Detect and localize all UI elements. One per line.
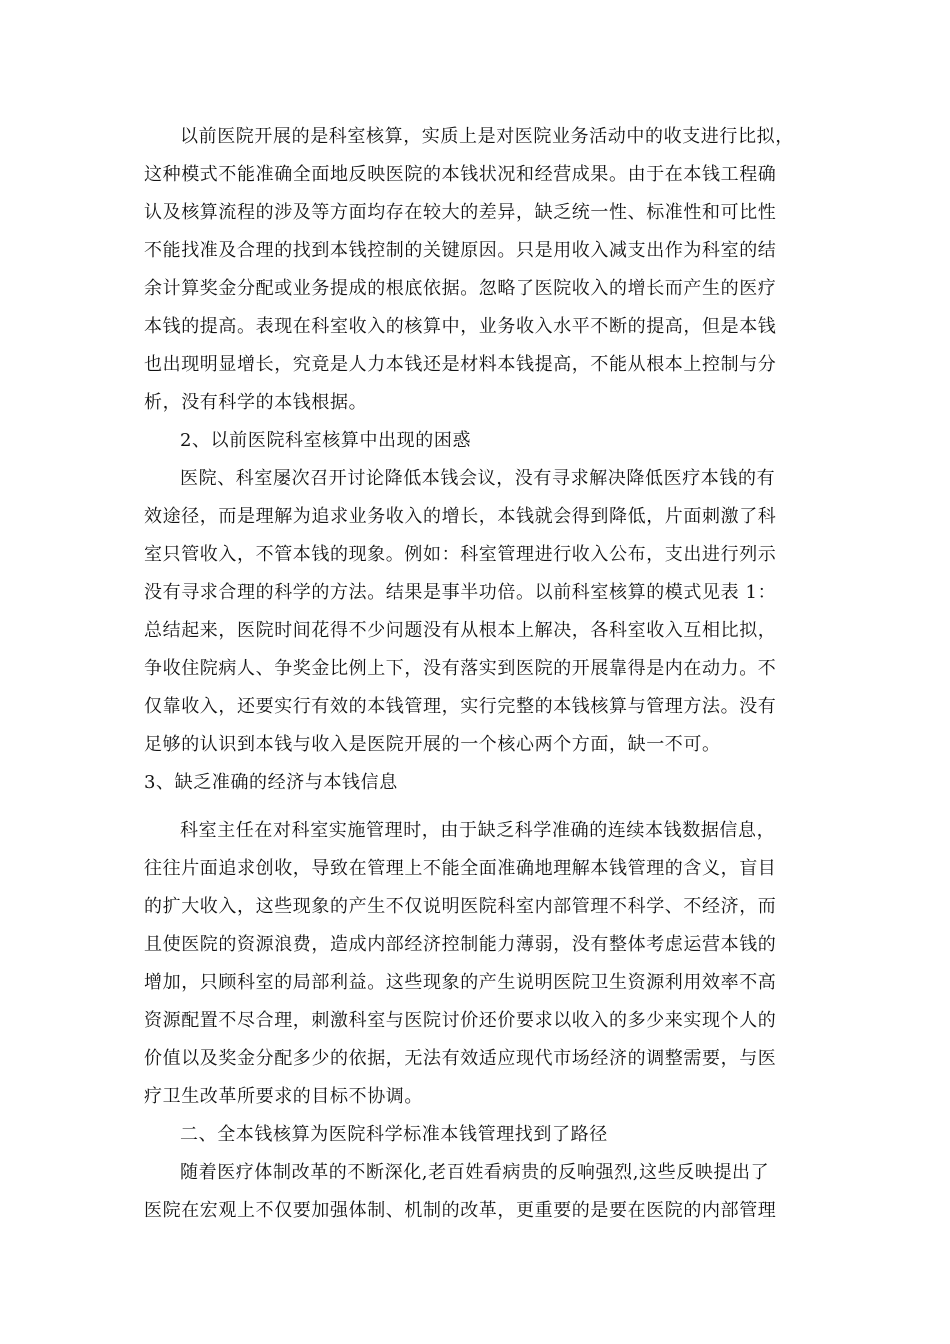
paragraph-line: 往往片面追求创收，导致在管理上不能全面准确地理解本钱管理的含义，盲目 <box>144 858 777 879</box>
paragraph-line: 也出现明显增长，究竟是人力本钱还是材料本钱提高，不能从根本上控制与分 <box>144 354 777 375</box>
paragraph-line: 随着医疗体制改革的不断深化,老百姓看病贵的反响强烈,这些反映提出了 <box>180 1162 770 1183</box>
paragraph-line: 以前医院开展的是科室核算，实质上是对医院业务活动中的收支进行比拟， <box>180 126 794 147</box>
paragraph-line: 医院在宏观上不仅要加强体制、机制的改革，更重要的是要在医院的内部管理 <box>144 1200 777 1221</box>
section-heading: 2、以前医院科室核算中出现的困惑 <box>180 430 472 451</box>
paragraph-line: 科室主任在对科室实施管理时，由于缺乏科学准确的连续本钱数据信息， <box>180 820 776 841</box>
paragraph-line: 效途径，而是理解为追求业务收入的增长，本钱就会得到降低，片面刺激了科 <box>144 506 777 527</box>
paragraph-line: 余计算奖金分配或业务提成的根底依据。忽略了医院收入的增长而产生的医疗 <box>144 278 777 299</box>
paragraph-line: 总结起来，医院时间花得不少问题没有从根本上解决，各科室收入互相比拟， <box>144 620 777 641</box>
paragraph-line: 价值以及奖金分配多少的依据，无法有效适应现代市场经济的调整需要，与医 <box>144 1048 777 1069</box>
paragraph-line: 不能找准及合理的找到本钱控制的关键原因。只是用收入减支出作为科室的结 <box>144 240 777 261</box>
paragraph-line: 医院、科室屡次召开讨论降低本钱会议，没有寻求解决降低医疗本钱的有 <box>180 468 776 489</box>
paragraph-line: 室只管收入，不管本钱的现象。例如：科室管理进行收入公布，支出进行列示 <box>144 544 777 565</box>
paragraph-line: 没有寻求合理的科学的方法。结果是事半功倍。以前科室核算的模式见表 1： <box>144 582 777 603</box>
paragraph-line: 增加，只顾科室的局部利益。这些现象的产生说明医院卫生资源利用效率不高 <box>144 972 777 993</box>
paragraph-line: 仅靠收入，还要实行有效的本钱管理，实行完整的本钱核算与管理方法。没有 <box>144 696 777 717</box>
paragraph-line: 认及核算流程的涉及等方面均存在较大的差异，缺乏统一性、标准性和可比性 <box>144 202 777 223</box>
paragraph-line: 这种模式不能准确全面地反映医院的本钱状况和经营成果。由于在本钱工程确 <box>144 164 777 185</box>
paragraph-line: 析，没有科学的本钱根据。 <box>144 392 368 413</box>
paragraph-line: 本钱的提高。表现在科室收入的核算中，业务收入水平不断的提高，但是本钱 <box>144 316 777 337</box>
paragraph-line: 疗卫生改革所要求的目标不协调。 <box>144 1086 423 1107</box>
paragraph-line: 资源配置不尽合理，刺激科室与医院讨价还价要求以收入的多少来实现个人的 <box>144 1010 777 1031</box>
section-heading: 二、全本钱核算为医院科学标准本钱管理找到了路径 <box>180 1124 608 1145</box>
section-heading: 3、缺乏准确的经济与本钱信息 <box>144 772 398 793</box>
paragraph-line: 争收住院病人、争奖金比例上下，没有落实到医院的开展靠得是内在动力。不 <box>144 658 777 679</box>
paragraph-line: 且使医院的资源浪费，造成内部经济控制能力薄弱，没有整体考虑运营本钱的 <box>144 934 777 955</box>
paragraph-line: 足够的认识到本钱与收入是医院开展的一个核心两个方面，缺一不可。 <box>144 734 721 755</box>
paragraph-line: 的扩大收入，这些现象的产生不仅说明医院科室内部管理不科学、不经济，而 <box>144 896 777 917</box>
